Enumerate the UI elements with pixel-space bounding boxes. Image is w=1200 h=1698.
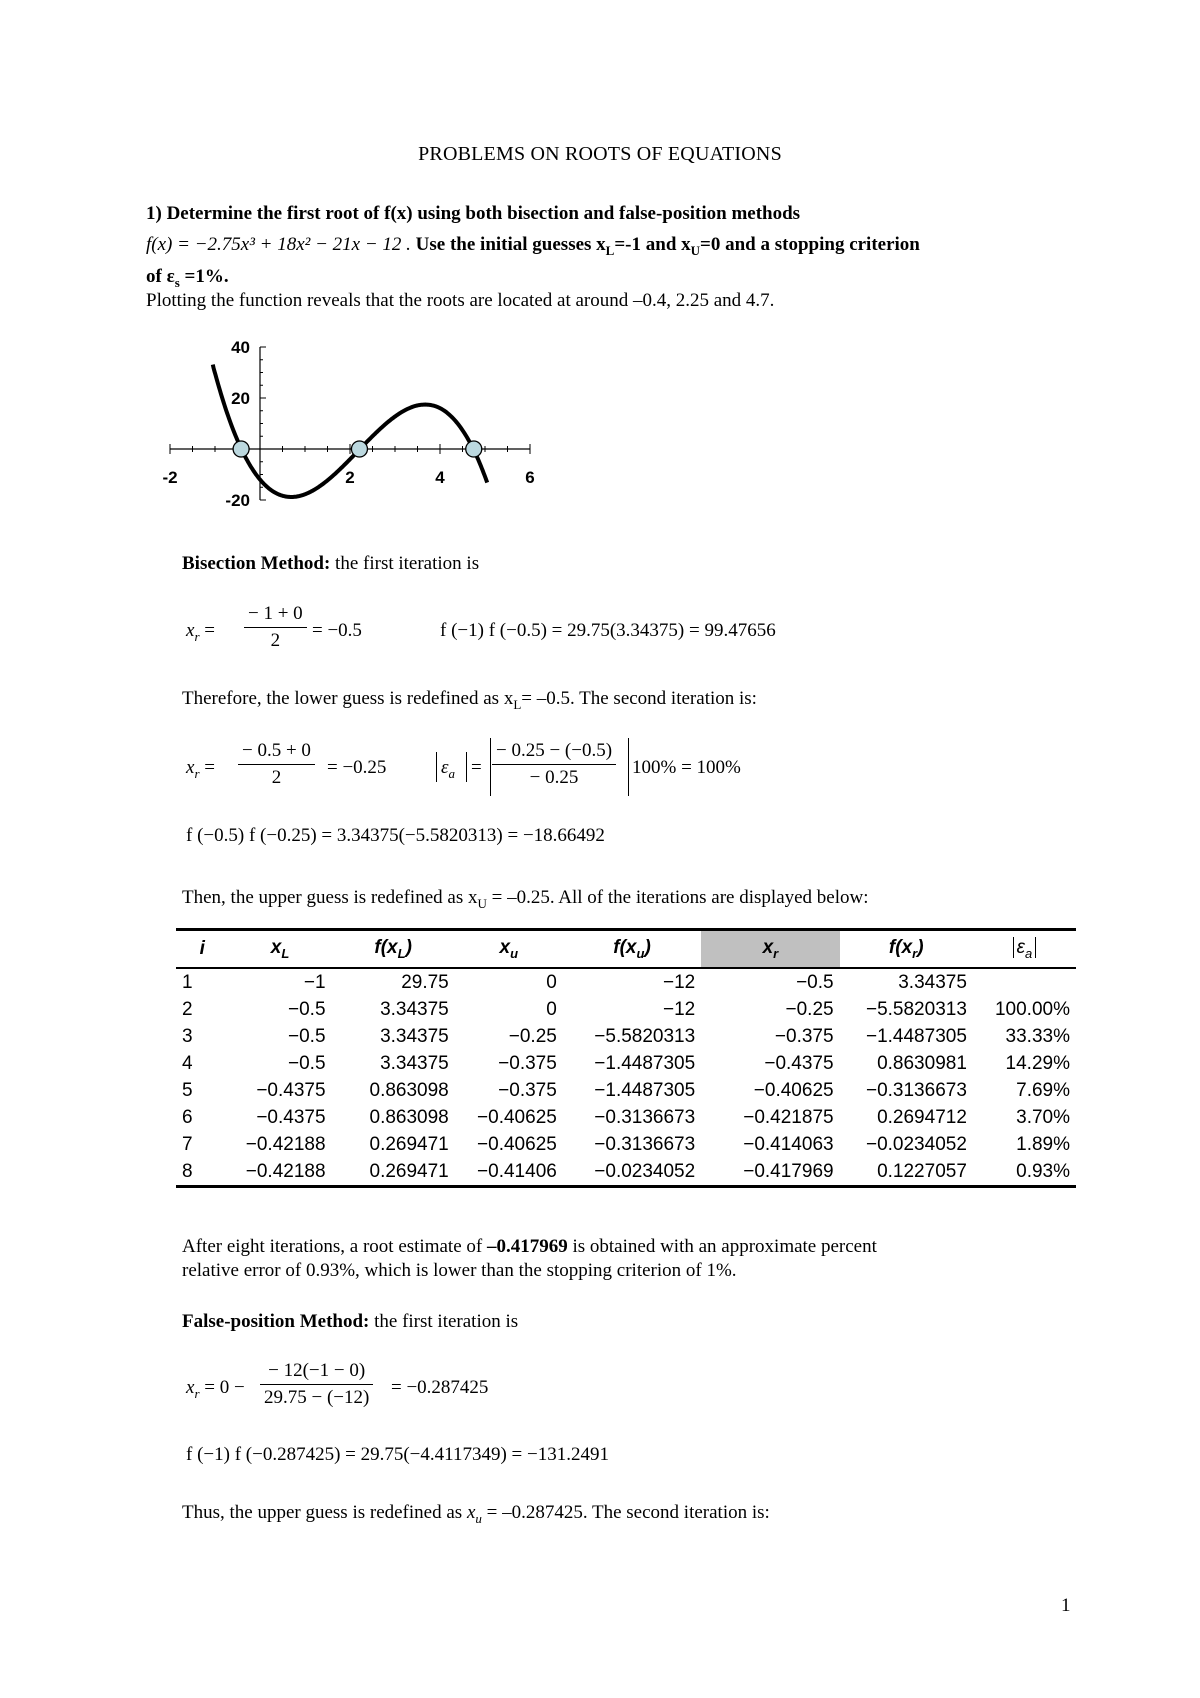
redefine-upper: Then, the upper guess is redefined as $x_U = -0.25$. All of the iterations are displayed below: (182, 887, 869, 911)
bisection-intro-text: the first iteration is (330, 553, 480, 574)
table-row (176, 1023, 1076, 1050)
table-cell: −1.4487305 (594, 1052, 696, 1074)
epsilon-symbol: ε (166, 266, 175, 287)
y-tick-label: -20 (225, 491, 250, 510)
table-row (176, 968, 1076, 996)
table-cell: 8 (182, 1160, 193, 1182)
table-cell: −0.42188 (245, 1133, 326, 1155)
header-xl: $x_L$ (270, 937, 290, 961)
table-cell: −0.4375 (764, 1052, 834, 1074)
x-tick-label: 4 (435, 468, 445, 487)
table-cell: 6 (182, 1106, 193, 1128)
bisection-intro (182, 553, 479, 575)
ea-fraction (492, 740, 616, 789)
x-tick-label: -2 (162, 468, 178, 487)
table-cell: 4 (182, 1052, 193, 1074)
fp-denominator: 29.75 − (−12) (264, 1387, 370, 1408)
table-cell: −0.375 (498, 1079, 557, 1101)
table-cell: 29.75 (401, 971, 449, 993)
table-cell: 0.269471 (369, 1160, 449, 1182)
table-cell: −1.4487305 (594, 1079, 696, 1101)
xr-eq1-fraction (244, 603, 307, 652)
header-ea: $\varepsilon_a$ (973, 930, 1076, 969)
fp-xr-lhs: $x_r = 0$ − (186, 1377, 245, 1401)
table-cell: −0.42188 (245, 1160, 326, 1182)
function-plot (162, 335, 600, 525)
header-fxr: $f(x_r)$ (888, 937, 924, 961)
table-cell: −0.0234052 (594, 1160, 696, 1182)
xr-eq2-denominator: 2 (271, 767, 282, 788)
table-cell: −0.5 (796, 971, 834, 993)
table-cell: −0.3136673 (865, 1079, 967, 1101)
table-cell: −0.41406 (477, 1160, 557, 1182)
root-marker (351, 441, 367, 457)
table-cell: 3.34375 (380, 1052, 449, 1074)
fp-fraction (260, 1360, 373, 1409)
table-cell: 3.70% (1016, 1106, 1070, 1128)
y-tick-label: 40 (231, 338, 250, 357)
table-row (176, 1050, 1076, 1077)
redefine-lower: Therefore, the lower guess is redefined as $x_L= -0.5$. The second iteration is: (182, 688, 757, 712)
xr-eq1-result: = −0.5 (312, 620, 362, 641)
table-cell: 1 (182, 971, 193, 993)
header-xu: $x_u$ (499, 937, 519, 961)
table-cell: −0.3136673 (594, 1133, 696, 1155)
problem-line-3 (146, 266, 229, 291)
root-marker (466, 441, 482, 457)
table-cell: −5.5820313 (594, 1025, 696, 1047)
bisection-label: Bisection Method: (182, 553, 331, 574)
ea-denominator: − 0.25 (529, 767, 579, 788)
ea-lhs: $\varepsilon_a$ (441, 757, 455, 781)
table-cell: −12 (662, 998, 696, 1020)
table-cell: 3 (182, 1025, 193, 1047)
product-eq2: f (−0.5) f (−0.25) = 3.34375(−5.5820313) = −18.66492 (186, 825, 605, 846)
table-cell (973, 968, 1076, 996)
table-row (176, 1131, 1076, 1158)
table-cell: 33.33% (1005, 1025, 1070, 1047)
subscript-s: s (174, 274, 180, 290)
tick-labels (162, 338, 534, 510)
bisection-conclusion-line2: relative error of 0.93%, which is lower than the stopping criterion of 1%. (182, 1260, 737, 1281)
table-cell: −0.40625 (477, 1133, 557, 1155)
table-cell: −0.40625 (477, 1106, 557, 1128)
table-cell: −5.5820313 (865, 998, 967, 1020)
table-cell: −0.0234052 (865, 1133, 967, 1155)
xr-eq1-lhs: $x_r$ = (186, 620, 215, 644)
root-marker (233, 441, 249, 457)
x-tick-label: 2 (345, 468, 355, 487)
table-cell: 0.93% (1016, 1160, 1070, 1182)
table-cell: −0.375 (774, 1025, 834, 1047)
table-cell: 7 (182, 1133, 193, 1155)
header-i: i (199, 938, 205, 959)
subscript-l: L (605, 242, 615, 258)
xr-eq2-numerator: − 0.5 + 0 (242, 740, 311, 761)
instruction-part-a: Use the initial guesses x (415, 234, 606, 255)
table-cell: −0.421875 (743, 1106, 834, 1128)
xr-eq2-result: = −0.25 (327, 757, 387, 778)
table-cell: −0.417969 (743, 1160, 834, 1182)
table-cell: −0.25 (785, 998, 834, 1020)
table-cell: −0.414063 (743, 1133, 834, 1155)
table-cell: −1 (303, 971, 326, 993)
problem-heading: 1) Determine the first root of f(x) using both bisection and false-position methods (146, 203, 801, 224)
table-cell: 14.29% (1005, 1052, 1070, 1074)
table-cell: −0.3136673 (594, 1106, 696, 1128)
table-cell: −0.4375 (256, 1079, 326, 1101)
bisection-conclusion-line1: After eight iterations, a root estimate of –0.417969 is obtained with an approximate percent (182, 1236, 877, 1257)
table-body (176, 968, 1076, 1187)
table-cell: 0.269471 (369, 1133, 449, 1155)
table-row (176, 1077, 1076, 1104)
plot-note: Plotting the function reveals that the roots are located at around –0.4, 2.25 and 4.7. (146, 290, 775, 311)
table-cell: 0.2694712 (877, 1106, 967, 1128)
header-xr: $x_r$ (701, 930, 839, 969)
table-cell: −0.5 (288, 1025, 326, 1047)
page-title: PROBLEMS ON ROOTS OF EQUATIONS (418, 143, 782, 165)
table-cell: −0.5 (288, 1052, 326, 1074)
table-cell: 1.89% (1016, 1133, 1070, 1155)
table-cell: 3.34375 (898, 971, 967, 993)
table-cell: 0.8630981 (877, 1052, 967, 1074)
instruction-part-d: of (146, 266, 167, 287)
xr-eq2-lhs: $x_r$ = (186, 757, 215, 781)
table-cell: 0.863098 (369, 1079, 449, 1101)
page-number: 1 (1061, 1595, 1071, 1616)
table-cell: 7.69% (1016, 1079, 1070, 1101)
table-cell: 3.34375 (380, 998, 449, 1020)
header-fxu: $f(x_u)$ (613, 937, 651, 961)
table-cell: 3.34375 (380, 1025, 449, 1047)
fp-result: = −0.287425 (391, 1377, 489, 1398)
table-cell: 2 (182, 998, 193, 1020)
table-cell: 0 (546, 971, 557, 993)
table-cell: 100.00% (994, 998, 1070, 1020)
table-cell: −12 (662, 971, 696, 993)
instruction-part-e: =1%. (179, 266, 229, 287)
problem-line-2 (146, 234, 920, 259)
table-cell: 0 (546, 998, 557, 1020)
header-fxl: $f(x_L)$ (374, 937, 412, 961)
table-cell: 0.863098 (369, 1106, 449, 1128)
product-eq1: f (−1) f (−0.5) = 29.75(3.34375) = 99.47656 (440, 620, 776, 641)
instruction-part-b: =-1 and x (614, 234, 691, 255)
xr-eq1-numerator: − 1 + 0 (248, 603, 303, 624)
table-row (176, 996, 1076, 1023)
y-tick-label: 20 (231, 389, 250, 408)
table-cell: −1.4487305 (865, 1025, 967, 1047)
ea-numerator: − 0.25 − (−0.5) (496, 740, 613, 761)
false-position-label: False-position Method: (182, 1311, 370, 1332)
function-equation: f(x) = −2.75x³ + 18x² − 21x − 12 . (146, 234, 411, 255)
table-cell: −0.5 (288, 998, 326, 1020)
table-cell: −0.375 (498, 1052, 557, 1074)
table-row (176, 1104, 1076, 1131)
table-cell: 5 (182, 1079, 193, 1101)
root-estimate: –0.417969 (486, 1236, 568, 1257)
table-row (176, 1158, 1076, 1187)
table-header-row (176, 930, 1076, 969)
fp-numerator: − 12(−1 − 0) (268, 1360, 366, 1381)
table-cell: 0.1227057 (877, 1160, 967, 1182)
ea-result: 100% = 100% (632, 757, 741, 778)
fp-product: f (−1) f (−0.287425) = 29.75(−4.4117349) = −131.2491 (186, 1444, 609, 1465)
table-cell: −0.25 (508, 1025, 557, 1047)
x-tick-label: 6 (525, 468, 535, 487)
xr-eq1-denominator: 2 (270, 630, 281, 651)
fp-redefine: Thus, the upper guess is redefined as $x_u = -0.287425$. The second iteration is: (182, 1502, 770, 1526)
bisection-iterations-table (176, 928, 1076, 1188)
subscript-u: U (690, 242, 701, 258)
instruction-part-c: =0 and a stopping criterion (700, 234, 920, 255)
table-cell: −0.40625 (753, 1079, 834, 1101)
table-cell: −0.4375 (256, 1106, 326, 1128)
xr-eq2-fraction (238, 740, 315, 789)
false-position-intro: False-position Method: the first iteration is (182, 1311, 519, 1332)
